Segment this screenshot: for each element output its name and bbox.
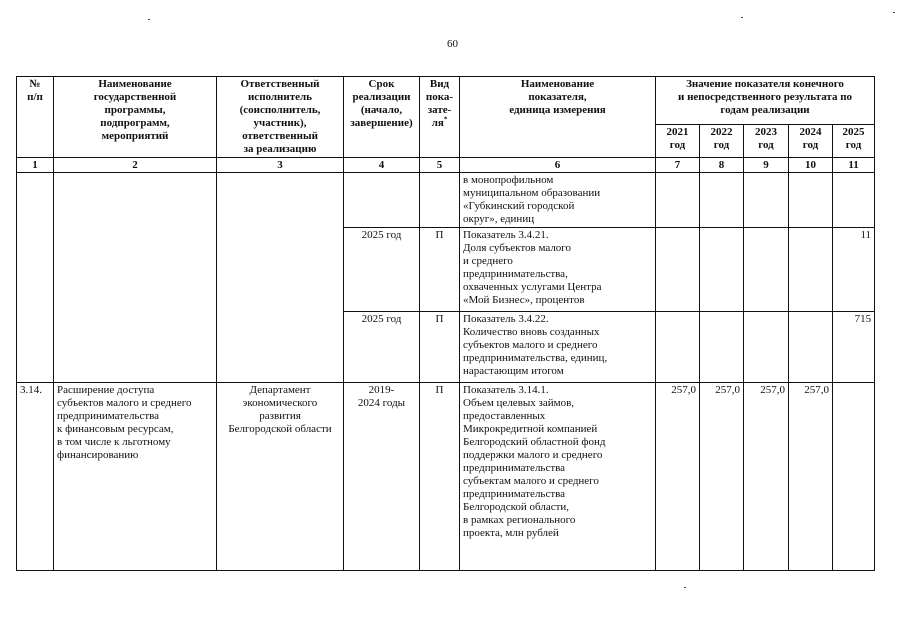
value-2023-cell xyxy=(744,228,789,312)
row-term-cell: 2019- 2024 годы xyxy=(344,383,420,571)
page-number: 60 xyxy=(447,38,458,50)
value-2024-cell: 257,0 xyxy=(789,383,833,571)
column-number: 3 xyxy=(217,158,344,173)
header-year-2022: 2022 год xyxy=(700,124,744,157)
column-number: 7 xyxy=(656,158,700,173)
measure-name-cell: Расширение доступа субъектов малого и среднего предпринимательства к финансовым ресурсам, в том числе к льготному финансированию xyxy=(54,383,217,571)
row-term-cell xyxy=(344,173,420,228)
row-kind-cell: П xyxy=(420,228,460,312)
value-2021-cell xyxy=(656,173,700,228)
row-term-cell: 2025 год xyxy=(344,228,420,312)
executor-cell: Департамент экономического развития Белгородской области xyxy=(217,383,344,571)
value-2025-cell: 11 xyxy=(833,228,875,312)
value-2024-cell xyxy=(789,228,833,312)
header-year-2023: 2023 год xyxy=(744,124,789,157)
column-number: 5 xyxy=(420,158,460,173)
value-2025-cell xyxy=(833,383,875,571)
value-2025-cell: 715 xyxy=(833,312,875,383)
column-number: 4 xyxy=(344,158,420,173)
value-2022-cell xyxy=(700,312,744,383)
column-number: 9 xyxy=(744,158,789,173)
header-values-group: Значение показателя конечного и непосредственного результата по годам реализации xyxy=(656,77,875,125)
value-2022-cell xyxy=(700,173,744,228)
column-number: 8 xyxy=(700,158,744,173)
column-number: 11 xyxy=(833,158,875,173)
value-2021-cell xyxy=(656,312,700,383)
column-number-row xyxy=(17,158,875,173)
header-kind: Вид пока- зате- ля* xyxy=(420,77,460,158)
scan-speck xyxy=(893,12,895,13)
indicator-table xyxy=(16,76,875,571)
header-num: № п/п xyxy=(17,77,54,158)
value-2021-cell xyxy=(656,228,700,312)
header-indicator-name: Наименование показателя, единица измерения xyxy=(460,77,656,158)
header-year-2024: 2024 год xyxy=(789,124,833,157)
row-term-cell: 2025 год xyxy=(344,312,420,383)
value-2023-cell: 257,0 xyxy=(744,383,789,571)
value-2023-cell xyxy=(744,173,789,228)
column-number: 2 xyxy=(54,158,217,173)
value-2024-cell xyxy=(789,312,833,383)
column-number: 1 xyxy=(17,158,54,173)
row-num-cell: 3.14. xyxy=(17,383,54,571)
value-2022-cell xyxy=(700,228,744,312)
row-kind-cell xyxy=(420,173,460,228)
indicator-cell: Показатель 3.4.22. Количество вновь созданных субъектов малого и среднего предпринимательства, единиц, нарастающим итогом xyxy=(460,312,656,383)
scan-speck xyxy=(684,587,686,588)
row-executor-cell xyxy=(217,173,344,383)
value-2024-cell xyxy=(789,173,833,228)
table-row xyxy=(17,173,875,228)
column-number: 6 xyxy=(460,158,656,173)
value-2025-cell xyxy=(833,173,875,228)
row-num-cell xyxy=(17,173,54,383)
scan-speck xyxy=(741,17,743,18)
header-program-name: Наименование государственной программы, подпрограмм, мероприятий xyxy=(54,77,217,158)
indicator-cell: Показатель 3.14.1. Объем целевых займов, предоставленных Микрокредитной компанией Белгородский областной фонд поддержки малого и среднего предпринимательства субъектам малого и среднего предпринимательства Белгородской области, в рамках регионального проекта, млн рублей xyxy=(460,383,656,571)
indicator-cell: в монопрофильном муниципальном образовании «Губкинский городской округ», единиц xyxy=(460,173,656,228)
row-kind-cell: П xyxy=(420,312,460,383)
indicator-cell: Показатель 3.4.21. Доля субъектов малого и среднего предпринимательства, охваченных услугами Центра «Мой Бизнес», процентов xyxy=(460,228,656,312)
scan-speck xyxy=(148,19,150,20)
table-row xyxy=(17,383,875,571)
header-year-2025: 2025 год xyxy=(833,124,875,157)
row-name-cell xyxy=(54,173,217,383)
value-2021-cell: 257,0 xyxy=(656,383,700,571)
header-year-2021: 2021 год xyxy=(656,124,700,157)
header-term: Срок реализации (начало, завершение) xyxy=(344,77,420,158)
value-2023-cell xyxy=(744,312,789,383)
value-2022-cell: 257,0 xyxy=(700,383,744,571)
column-number: 10 xyxy=(789,158,833,173)
header-executor: Ответственный исполнитель (соисполнитель, участник), ответственный за реализацию xyxy=(217,77,344,158)
row-kind-cell: П xyxy=(420,383,460,571)
footnote-mark: * xyxy=(443,115,448,124)
